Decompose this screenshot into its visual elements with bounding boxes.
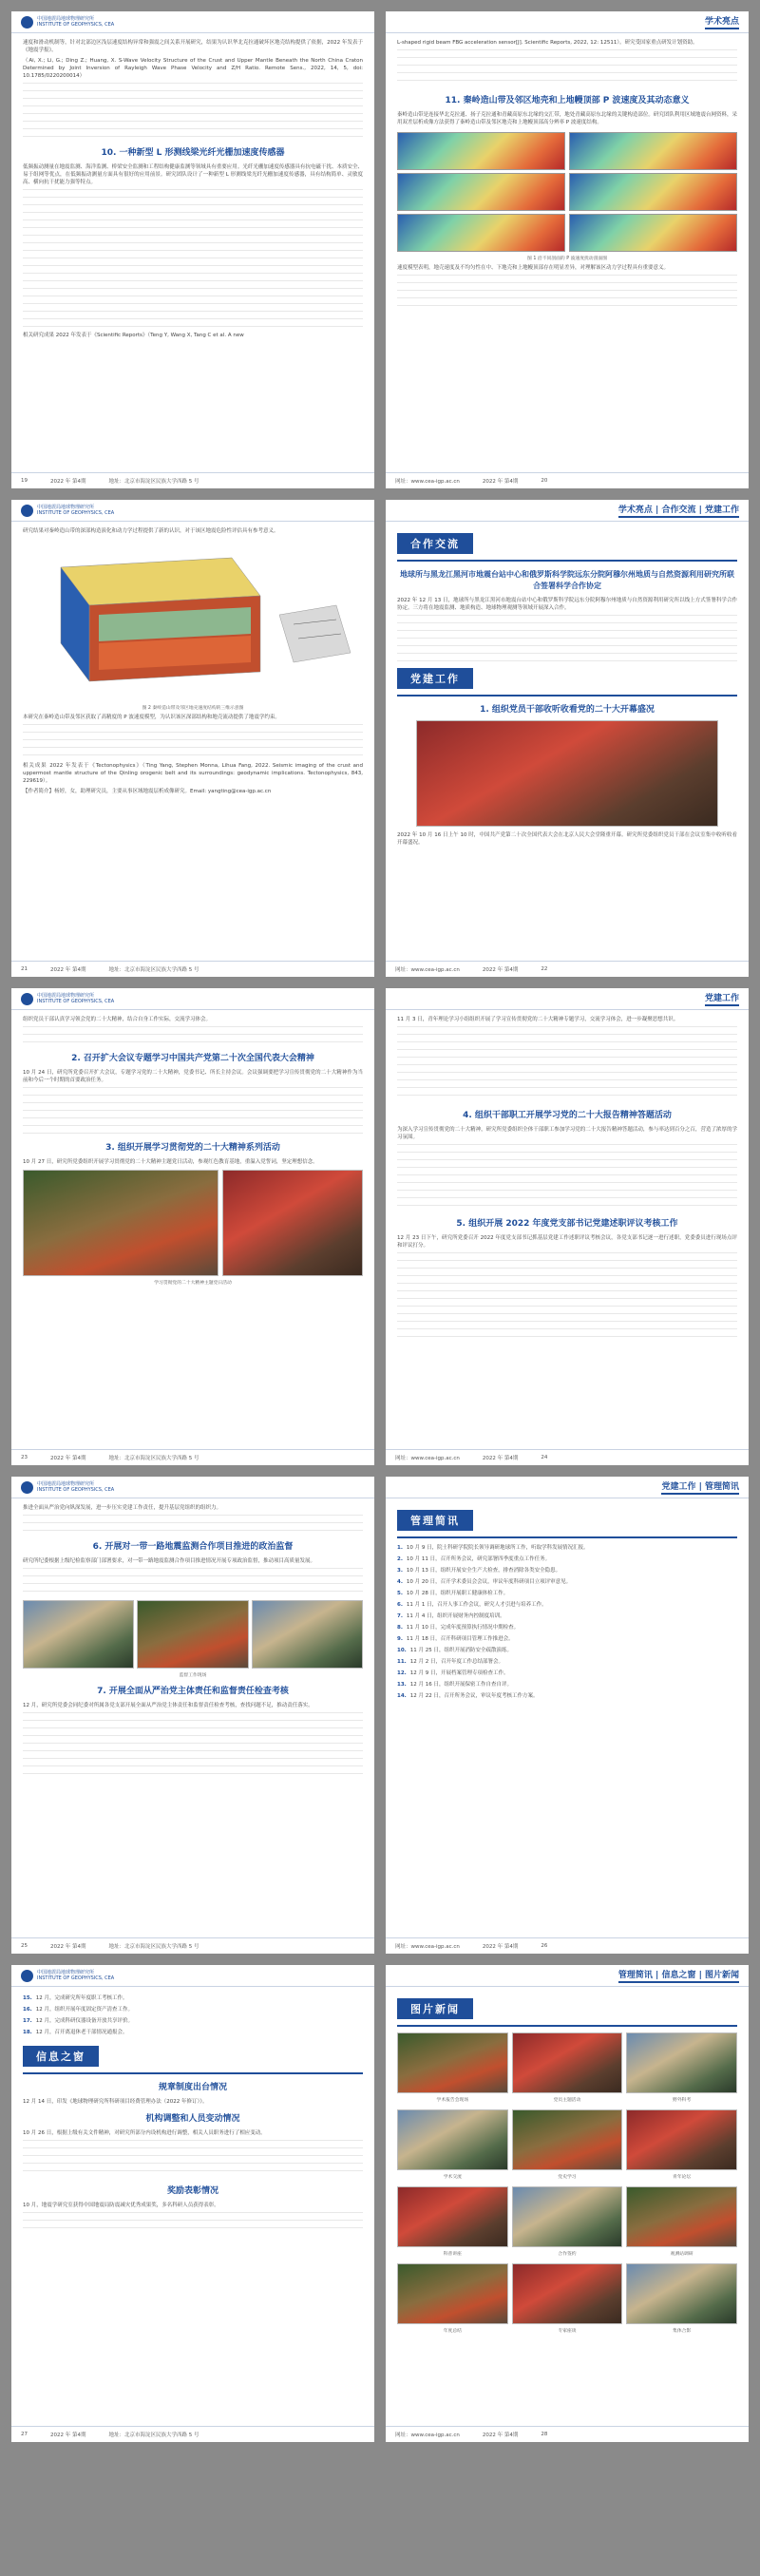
news-photo <box>397 2186 508 2247</box>
list-item: 8. 11 月 10 日，完成年度预算执行情况中期检查。 <box>397 1625 520 1631</box>
logo-icon <box>21 993 33 1005</box>
photo-item: 学术报告会现场 <box>397 2032 508 2106</box>
list-item: 6. 11 月 1 日，召开人事工作会议，研究人才引进与培养工作。 <box>397 1602 547 1608</box>
text-block <box>23 724 363 762</box>
section-heading: 11. 秦岭造山带及邻区地壳和上地幔顶部 P 波速度及其动态意义 <box>445 96 690 105</box>
page-header <box>386 1965 749 1987</box>
figure-caption: 图 1 沿不同剖面的 P 波速度扰动剖面图 <box>527 257 607 261</box>
section-heading: 6. 开展对一带一路地震监测合作项目推进的政治监督 <box>92 1542 294 1552</box>
logo-icon <box>21 505 33 517</box>
page-21 <box>11 500 374 977</box>
text-block <box>23 2212 363 2235</box>
article-title: 地球所与黑龙江黑河市地震台站中心和俄罗斯科学院远东分院阿穆尔州地质与自然资源利用研究所联合签署科学合作协定 <box>400 570 734 590</box>
page-footer: 21 2022 年 第4期 地址：北京市海淀区民族大学西路 5 号 <box>11 961 374 977</box>
page-19 <box>11 11 374 488</box>
text-block <box>23 189 363 332</box>
banner-cooperation: 合作交流 <box>397 533 473 554</box>
list-item: 18. 12 月，召开离退休老干部情况通报会。 <box>23 2030 128 2035</box>
paragraph: 低频振动测量在地震监测、海洋监测、桥梁安全监测和工程结构健康监测等领域具有重要应用。光纤光栅加速度传感器具有抗电磁干扰、本质安全、易于组网等优点，在低频振动测量方面具有很好的应用前景。研究团队设计了一种新型 L 形测线梁光纤光栅加速度传感器，具有结构简单、灵敏度高、横向抗干扰能力强等特点。 <box>23 164 363 185</box>
text-block <box>397 1252 737 1338</box>
page-number: 28 <box>541 2432 548 2437</box>
meeting-photo <box>416 720 718 827</box>
page-header <box>11 988 374 1010</box>
photo-item: 学术交流 <box>397 2109 508 2183</box>
page-footer: 网址：www.cea-igp.ac.cn 2022 年 第4期 20 <box>386 472 749 488</box>
page-27 <box>11 1965 374 2442</box>
news-photo <box>626 2109 737 2170</box>
page-number: 25 <box>21 1943 28 1949</box>
subsection-heading: 奖励表彰情况 <box>166 2186 218 2196</box>
list-item: 4. 10 月 20 日，召开学术委员会会议，审议年度科研项目立项评审意见。 <box>397 1579 572 1585</box>
author-bio: 【作者简介】杨婷，女，助理研究员，主要从事区域地震层析成像研究。Email: yangting@cea-igp.ac.cn <box>23 789 272 794</box>
banner-management: 管理简讯 <box>397 1510 473 1531</box>
photo-item: 野外科考 <box>626 2032 737 2106</box>
paragraph: 11 月 3 日，青年理论学习小组组织开展了学习宣传贯彻党的二十大精神专题学习，交流学习体会，进一步凝聚思想共识。 <box>397 1017 679 1022</box>
news-photo <box>626 2186 737 2247</box>
page-header <box>386 11 749 33</box>
paragraph: 12 月 23 日下午，研究所党委召开 2022 年度党支部书记抓基层党建工作述职评议考核会议，各党支部书记逐一进行述职，党委委员进行现场点评和评议打分。 <box>397 1235 737 1249</box>
photo-row <box>23 1170 363 1276</box>
reference: 相关成果 2022 年发表于《Tectonophysics》（Ting Yang, Stephen Monna, Lihua Fang, 2022. Seismic imaging of the crust and uppermost mantle structure of the Qinling orogenic belt and its surroundings: geodynamic implications. Tectonophysics, 843, 229619）。 <box>23 763 363 784</box>
logo-icon <box>21 1970 33 1982</box>
activity-photo <box>23 1170 218 1276</box>
institute-logo: 中国地震局地球物理研究所 INSTITUTE OF GEOPHYSICS, CEA <box>21 1970 114 1982</box>
page-number: 24 <box>541 1455 548 1460</box>
institute-logo: 中国地震局地球物理研究所 INSTITUTE OF GEOPHYSICS, CEA <box>21 1481 114 1494</box>
subsection-heading: 规章制度出台情况 <box>158 2083 227 2092</box>
photo-item: 观测站调研 <box>626 2186 737 2260</box>
figure-1 <box>397 132 737 252</box>
news-photo <box>397 2032 508 2093</box>
news-photo <box>397 2109 508 2170</box>
page-number: 26 <box>541 1943 548 1949</box>
institute-logo: 中国地震局地球物理研究所 INSTITUTE OF GEOPHYSICS, CEA <box>21 505 114 517</box>
paragraph: 10 月 24 日，研究所党委召开扩大会议，专题学习党的二十大精神，党委书记、所长主持会议。会议强调要把学习宣传贯彻党的二十大精神作为当前和今后一个时期的首要政治任务。 <box>23 1070 363 1083</box>
paragraph: 本研究在秦岭造山带及邻区获取了高精度的 P 波速度模型，为认识该区深部结构和地壳流动提供了地震学约束。 <box>23 715 280 720</box>
news-photo <box>512 2109 623 2170</box>
section-heading: 2. 召开扩大会议专题学习中国共产党第二十次全国代表大会精神 <box>71 1054 314 1063</box>
photo-item: 党史学习 <box>512 2109 623 2183</box>
list-item: 7. 11 月 4 日，组织开展财务内控制度培训。 <box>397 1613 505 1619</box>
text-block <box>23 83 363 140</box>
paragraph: 推进全面从严治党向纵深发展，进一步压实党建工作责任，提升基层党组织的组织力。 <box>23 1505 222 1511</box>
page-number: 21 <box>21 966 28 972</box>
supervision-photo <box>137 1600 248 1669</box>
news-photo <box>512 2186 623 2247</box>
page-footer: 网址：www.cea-igp.ac.cn 2022 年 第4期 28 <box>386 2426 749 2442</box>
news-photo <box>512 2263 623 2324</box>
paragraph: 10 月 27 日，研究所党委组织开展学习贯彻党的二十大精神主题党日活动，参观红色教育基地，重温入党誓词，坚定理想信念。 <box>23 1159 318 1165</box>
section-label: 学术亮点 | 合作交流 | 党建工作 <box>618 503 739 518</box>
text-block <box>397 1144 737 1211</box>
section-label: 管理简讯 | 信息之窗 | 图片新闻 <box>618 1968 739 1983</box>
paragraph: 为深入学习宣传贯彻党的二十大精神，研究所党委组织全体干部职工参加学习党的二十大报告精神答题活动，参与率达到百分之百，营造了浓厚的学习氛围。 <box>397 1127 737 1140</box>
page-footer: 27 2022 年 第4期 地址：北京市海淀区民族大学西路 5 号 <box>11 2426 374 2442</box>
page-26 <box>386 1477 749 1954</box>
page-footer: 25 2022 年 第4期 地址：北京市海淀区民族大学西路 5 号 <box>11 1937 374 1954</box>
page-footer: 19 2022 年 第4期 地址：北京市海淀区民族大学西路 5 号 <box>11 472 374 488</box>
list-item: 15. 12 月，完成研究所年度职工考核工作。 <box>23 1995 128 2001</box>
list-item: 1. 10 月 9 日，院士科研学院院长领导调研地球所工作，听取学科发展情况汇报。 <box>397 1545 589 1551</box>
velocity-profile <box>397 214 565 252</box>
page-footer: 23 2022 年 第4期 地址：北京市海淀区民族大学西路 5 号 <box>11 1449 374 1465</box>
paragraph: 速度模型表明，地壳速度及不均匀性在中、下地壳和上地幔顶部存在明显差异，对理解该区动力学过程具有重要意义。 <box>397 265 670 271</box>
photo-item: 年度总结 <box>397 2263 508 2337</box>
photo-item: 科普讲座 <box>397 2186 508 2260</box>
page-number: 22 <box>541 966 548 972</box>
section-heading: 1. 组织党员干部收听收看党的二十大开幕盛况 <box>480 705 655 715</box>
list-item: 17. 12 月，完成科研仪器设备开放共享评价。 <box>23 2018 133 2024</box>
page-header <box>386 988 749 1010</box>
paragraph: 研究结果对秦岭造山带的深部构造演化和动力学过程提供了新的认识，对于该区地震危险性评估具有参考意义。 <box>23 528 279 534</box>
page-header <box>11 500 374 522</box>
velocity-profile <box>569 173 737 211</box>
list-item: 9. 11 月 18 日，召开科研项目管理工作推进会。 <box>397 1636 514 1642</box>
subsection-heading: 机构调整和人员变动情况 <box>145 2114 240 2124</box>
velocity-profile <box>397 132 565 170</box>
paragraph: 2022 年 12 月 13 日，地球所与黑龙江黑河市地震台站中心和俄罗斯科学院远东分院阿穆尔州地质与自然资源利用研究所以线上方式签署科学合作协定。三方将在地震监测、地质构造、地球物理观测等领域开展深入合作。 <box>397 598 737 611</box>
paragraph: 2022 年 10 月 16 日上午 10 时，中国共产党第二十次全国代表大会在北京人民大会堂隆重开幕。研究所党委组织党员干部在会议室集中收听收看开幕盛况。 <box>397 832 737 846</box>
paragraph: 秦岭造山带是连接华北克拉通、扬子克拉通和青藏高原东北缘的交汇带，地处青藏高原东北缘的关键构造部位。研究团队利用区域地震台网资料，采用双差层析成像方法获得了秦岭造山带及邻区地壳和上地幔顶部高分辨率 P 波速度结构。 <box>397 112 737 125</box>
photo-grid <box>397 2032 737 2337</box>
page-number: 23 <box>21 1455 28 1460</box>
supervision-photo <box>23 1600 134 1669</box>
text-block <box>397 275 737 313</box>
section-heading: 7. 开展全面从严治党主体责任和监督责任检查考核 <box>97 1687 289 1696</box>
paragraph: 12 月，研究所党委会同纪委对所属各党支部开展全面从严治党主体责任和监督责任检查考核，查找问题不足，推动责任落实。 <box>23 1703 314 1708</box>
text-block <box>397 1026 737 1102</box>
list-item: 16. 12 月，组织开展年度固定资产清查工作。 <box>23 2007 133 2013</box>
velocity-profile <box>569 214 737 252</box>
institute-logo: 中国地震局地球物理研究所 INSTITUTE OF GEOPHYSICS, CEA <box>21 993 114 1005</box>
section-label: 党建工作 <box>705 991 739 1006</box>
paragraph: 10 月，地震学研究室获得中国地震局防震减灾优秀成果奖，多名科研人员获得表彰。 <box>23 2203 219 2208</box>
text-block <box>397 49 737 87</box>
activity-photo <box>222 1170 363 1276</box>
supervision-photo <box>252 1600 363 1669</box>
text-block <box>23 1087 363 1135</box>
photo-caption: 学习贯彻党的二十大精神主题党日活动 <box>154 1281 232 1286</box>
page-header <box>386 1477 749 1498</box>
list-item: 12. 12 月 9 日，开展档案管理专项检查工作。 <box>397 1670 509 1676</box>
page-24 <box>386 988 749 1465</box>
figure-3d-block <box>23 539 363 700</box>
text-block <box>23 1026 363 1045</box>
section-heading: 5. 组织开展 2022 年度党支部书记党建述职评议考核工作 <box>456 1219 678 1229</box>
figure-caption: 图 2 秦岭造山带及邻区地壳速度结构的三维示意图 <box>142 706 244 711</box>
photo-caption: 监督工作现场 <box>179 1673 207 1678</box>
page-footer: 网址：www.cea-igp.ac.cn 2022 年 第4期 22 <box>386 961 749 977</box>
text-block <box>23 1515 363 1534</box>
paragraph: 10 月 26 日，根据上级有关文件精神，对研究所部分内设机构进行调整，相关人员职务进行了相应变动。 <box>23 2130 266 2136</box>
photo-item: 合作签约 <box>512 2186 623 2260</box>
paragraph: 12 月 14 日，印发《地球物理研究所科研项目经费管理办法（2022 年修订）》。 <box>23 2099 208 2105</box>
reference: 相关研究成果 2022 年发表于《Scientific Reports》（Teng Y, Wang X, Tang C et al. A new <box>23 333 244 338</box>
text-block <box>397 615 737 662</box>
institute-logo: 中国地震局地球物理研究所 INSTITUTE OF GEOPHYSICS, CEA <box>21 16 114 29</box>
paragraph: 组织党员干部认真学习领会党的二十大精神，结合自身工作实际，交流学习体会。 <box>23 1017 212 1022</box>
section-heading: 10. 一种新型 L 形测线梁光纤光栅加速度传感器 <box>101 148 285 158</box>
section-heading: 3. 组织开展学习贯彻党的二十大精神系列活动 <box>105 1143 280 1153</box>
list-item: 5. 10 月 28 日，组织开展职工健康体检工作。 <box>397 1591 509 1596</box>
page-28 <box>386 1965 749 2442</box>
news-photo <box>512 2032 623 2093</box>
page-header <box>11 11 374 33</box>
list-item: 2. 10 月 11 日，召开所务会议，研究部署四季度重点工作任务。 <box>397 1556 551 1562</box>
page-25 <box>11 1477 374 1954</box>
paragraph: 速度和滑动机制等，针对北部边区浅层速度结构异常和强震之间关系开展研究，结果为认识华北克拉通破坏区地壳结构提供了依据，2022 年发表于《地震学报》。 <box>23 40 363 53</box>
news-photo <box>626 2032 737 2093</box>
page-number: 27 <box>21 2432 28 2437</box>
page-number: 20 <box>541 478 548 484</box>
list-item: 11. 12 月 2 日，召开年度工作总结部署会。 <box>397 1659 504 1665</box>
list-item: 13. 12 月 16 日，组织开展保密工作自查自评。 <box>397 1682 512 1688</box>
section-label: 党建工作 | 管理简讯 <box>661 1479 739 1495</box>
page-20 <box>386 11 749 488</box>
page-22 <box>386 500 749 977</box>
news-list <box>397 1544 737 1700</box>
photo-item: 专家座谈 <box>512 2263 623 2337</box>
photo-item: 党员主题活动 <box>512 2032 623 2106</box>
logo-icon <box>21 1481 33 1494</box>
page-header <box>11 1477 374 1498</box>
page-footer: 网址：www.cea-igp.ac.cn 2022 年 第4期 24 <box>386 1449 749 1465</box>
text-block <box>23 1568 363 1596</box>
text-block <box>23 2140 363 2178</box>
list-item: 3. 10 月 13 日，组织开展安全生产大检查，排查消除各类安全隐患。 <box>397 1568 561 1574</box>
logo-icon <box>21 16 33 29</box>
list-item: 14. 12 月 22 日，召开所务会议，审议年度考核工作方案。 <box>397 1693 539 1699</box>
banner-photo-news: 图片新闻 <box>397 1998 473 2019</box>
section-label: 学术亮点 <box>705 14 739 29</box>
photo-row <box>23 1600 363 1669</box>
photo-item: 青年论坛 <box>626 2109 737 2183</box>
page-header <box>386 500 749 522</box>
paragraph: L-shaped rigid beam FBG acceleration sensor[J]. Scientific Reports, 2022, 12: 12511）。研究受国家重点研发计划资助。 <box>397 40 698 46</box>
page-footer: 网址：www.cea-igp.ac.cn 2022 年 第4期 26 <box>386 1937 749 1954</box>
text-block <box>23 1712 363 1779</box>
section-heading: 4. 组织干部职工开展学习党的二十大报告精神答题活动 <box>463 1111 672 1120</box>
banner-info: 信息之窗 <box>23 2046 99 2067</box>
page-number: 19 <box>21 478 28 484</box>
photo-item: 集体合影 <box>626 2263 737 2337</box>
page-header <box>11 1965 374 1987</box>
page-23 <box>11 988 374 1465</box>
news-photo <box>397 2263 508 2324</box>
banner-party: 党建工作 <box>397 668 473 689</box>
news-photo <box>626 2263 737 2324</box>
reference: （Ai, X.; Li, G.; Ding Z.; Huang, X. S-Wave Velocity Structure of the Crust and Upper Mantle Beneath the North China Craton Determined by Joint Inversion of Rayleigh Wave Phase Velocity and Z/H Ratio. Remote Sens., 2022, 14, 5, doi: 10.1785/0220200014） <box>23 58 363 79</box>
velocity-profile <box>569 132 737 170</box>
list-item: 10. 11 月 25 日，组织开展消防安全疏散演练。 <box>397 1648 512 1653</box>
paragraph: 研究所纪委根据上级纪检监察部门部署要求，对一带一路地震监测合作项目推进情况开展专项政治监督，推动项目高质量发展。 <box>23 1558 316 1564</box>
velocity-profile <box>397 173 565 211</box>
